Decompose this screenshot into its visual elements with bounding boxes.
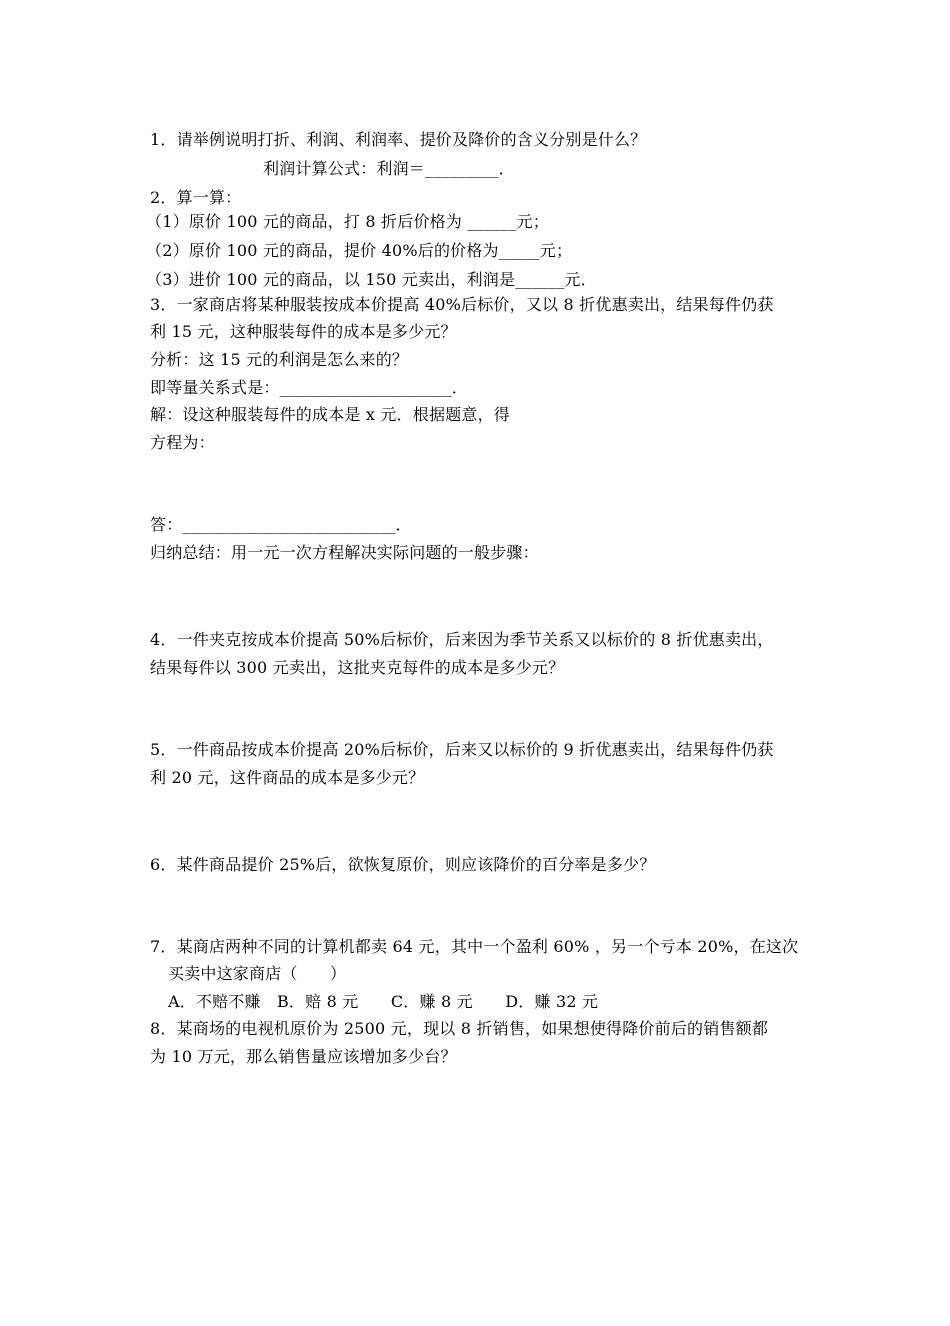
q2-item-3: （3）进价 100 元的商品，以 150 元卖出，利润是______元． bbox=[146, 270, 597, 289]
q4-line-2: 结果每件以 300 元卖出，这批夹克每件的成本是多少元？ bbox=[150, 658, 565, 677]
q7-options: A．不赔不赚 B．赔 8 元 C．赚 8 元 D．赚 32 元 bbox=[168, 992, 599, 1011]
q7-line-2: 买卖中这家商店（ ） bbox=[168, 964, 347, 983]
q3-equation: 方程为： bbox=[150, 433, 215, 452]
q2-item-2: （2）原价 100 元的商品，提价 40%后的价格为_____元； bbox=[146, 241, 573, 260]
q5-line-2: 利 20 元，这件商品的成本是多少元？ bbox=[150, 768, 425, 787]
q2-item-1: （1）原价 100 元的商品，打 8 折后价格为 ______元； bbox=[146, 212, 549, 231]
q2-title: 2．算一算： bbox=[150, 188, 242, 207]
q5-line-1: 5．一件商品按成本价提高 20%后标价，后来又以标价的 9 折优惠卖出，结果每件仍获 bbox=[150, 740, 774, 759]
q6: 6．某件商品提价 25%后，欲恢复原价，则应该降价的百分率是多少？ bbox=[150, 855, 656, 874]
q1-formula: 利润计算公式：利润＝_________． bbox=[263, 159, 516, 178]
q8-line-2: 为 10 万元，那么销售量应该增加多少台？ bbox=[150, 1047, 457, 1066]
q3-relation: 即等量关系式是：_____________________． bbox=[150, 378, 469, 397]
q7-line-1: 7．某商店两种不同的计算机都卖 64 元，其中一个盈利 60% ，另一个亏本 20%，在这次 bbox=[150, 937, 799, 956]
q4-line-1: 4．一件夹克按成本价提高 50%后标价，后来因为季节关系又以标价的 8 折优惠卖出， bbox=[150, 630, 774, 649]
q3-answer: 答：__________________________． bbox=[150, 515, 412, 534]
q3-analysis: 分析：这 15 元的利润是怎么来的？ bbox=[150, 350, 409, 369]
q3-solution: 解：设这种服装每件的成本是 x 元．根据题意，得 bbox=[150, 405, 510, 424]
summary: 归纳总结：用一元一次方程解决实际问题的一般步骤： bbox=[150, 543, 539, 562]
q3-line-2: 利 15 元，这种服装每件的成本是多少元？ bbox=[150, 322, 457, 341]
q1-text: 1．请举例说明打折、利润、利润率、提价及降价的含义分别是什么？ bbox=[150, 130, 647, 149]
q3-line-1: 3．一家商店将某种服装按成本价提高 40%后标价，又以 8 折优惠卖出，结果每件仍获 bbox=[150, 295, 774, 314]
q8-line-1: 8．某商场的电视机原价为 2500 元，现以 8 折销售，如果想使得降价前后的销售额都 bbox=[150, 1019, 769, 1038]
